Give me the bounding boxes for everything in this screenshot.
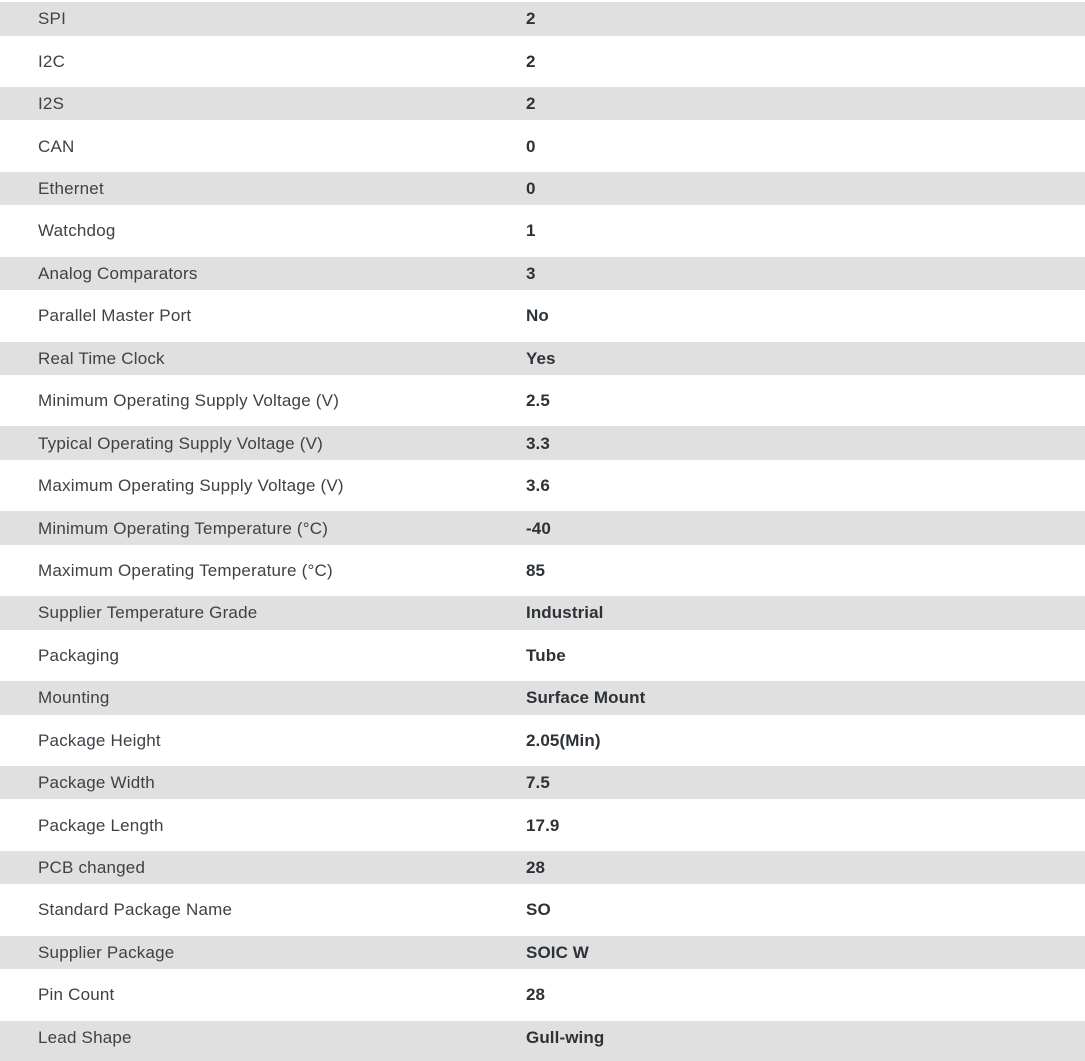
table-row [0, 978, 1085, 1012]
spec-label: Real Time Clock [38, 348, 165, 368]
spec-value: 2.05(Min) [526, 730, 601, 750]
spec-value: 3 [526, 263, 536, 283]
spec-label: Mounting [38, 688, 110, 708]
spec-value: 0 [526, 179, 536, 198]
table-row [0, 299, 1085, 333]
spec-label: Typical Operating Supply Voltage (V) [38, 433, 324, 453]
spec-label: SPI [38, 9, 67, 29]
table-row [0, 808, 1085, 842]
spec-value: 1 [526, 221, 536, 241]
table-row [0, 44, 1085, 78]
spec-label: I2S [38, 94, 65, 114]
spec-label: Standard Package Name [38, 900, 233, 920]
spec-label: Packaging [38, 645, 120, 665]
table-row [0, 766, 1085, 800]
spec-value: 3.3 [526, 433, 550, 453]
table-row [0, 936, 1085, 970]
table-row [0, 129, 1085, 163]
spec-value: Yes [526, 348, 556, 368]
spec-value: SO [526, 900, 551, 920]
table-row [0, 2, 1085, 36]
table-row [0, 554, 1085, 588]
table-row [0, 426, 1085, 460]
spec-value: 85 [526, 560, 546, 580]
spec-label: Watchdog [38, 221, 116, 241]
spec-label: Lead Shape [38, 1027, 132, 1047]
spec-label: PCB changed [38, 858, 146, 877]
spec-label: Analog Comparators [38, 263, 198, 283]
spec-value: Tube [526, 645, 566, 665]
table-row [0, 214, 1085, 248]
spec-value: 17.9 [526, 815, 560, 835]
spec-label: I2C [38, 51, 66, 71]
spec-value: 28 [526, 858, 546, 877]
spec-label: Minimum Operating Temperature (°C) [38, 518, 329, 538]
spec-value: 2.5 [526, 391, 550, 411]
spec-label: Ethernet [38, 179, 104, 198]
spec-label: Maximum Operating Supply Voltage (V) [38, 476, 344, 496]
spec-label: Supplier Package [38, 942, 175, 962]
spec-label: Supplier Temperature Grade [38, 603, 258, 623]
spec-label: Package Height [38, 730, 161, 750]
spec-value: 28 [526, 985, 546, 1005]
table-row [0, 893, 1085, 927]
table-row [0, 639, 1085, 673]
spec-value: Gull-wing [526, 1027, 605, 1047]
table-row [0, 723, 1085, 757]
spec-value: 3.6 [526, 476, 550, 496]
spec-value: -40 [526, 518, 551, 538]
spec-value: 2 [526, 9, 536, 29]
spec-label: Package Width [38, 773, 155, 793]
spec-label: Maximum Operating Temperature (°C) [38, 560, 333, 580]
spec-value: 0 [526, 136, 536, 156]
spec-label: Package Length [38, 815, 164, 835]
spec-value: 2 [526, 94, 536, 114]
table-row [0, 511, 1085, 545]
spec-label: Parallel Master Port [38, 306, 192, 326]
spec-value: Industrial [526, 603, 604, 623]
spec-value: 7.5 [526, 773, 550, 793]
table-row [0, 681, 1085, 715]
table-row [0, 596, 1085, 630]
spec-label: CAN [38, 136, 75, 156]
table-row [0, 851, 1085, 885]
spec-value: SOIC W [526, 942, 589, 962]
table-row [0, 1021, 1085, 1061]
table-row [0, 384, 1085, 418]
table-row [0, 342, 1085, 376]
table-row [0, 172, 1085, 206]
spec-value: Surface Mount [526, 688, 646, 708]
spec-value: 2 [526, 51, 536, 71]
spec-label: Pin Count [38, 985, 115, 1005]
table-row [0, 87, 1085, 121]
table-row [0, 257, 1085, 291]
spec-value: No [526, 306, 549, 326]
spec-label: Minimum Operating Supply Voltage (V) [38, 391, 340, 411]
table-row [0, 469, 1085, 503]
